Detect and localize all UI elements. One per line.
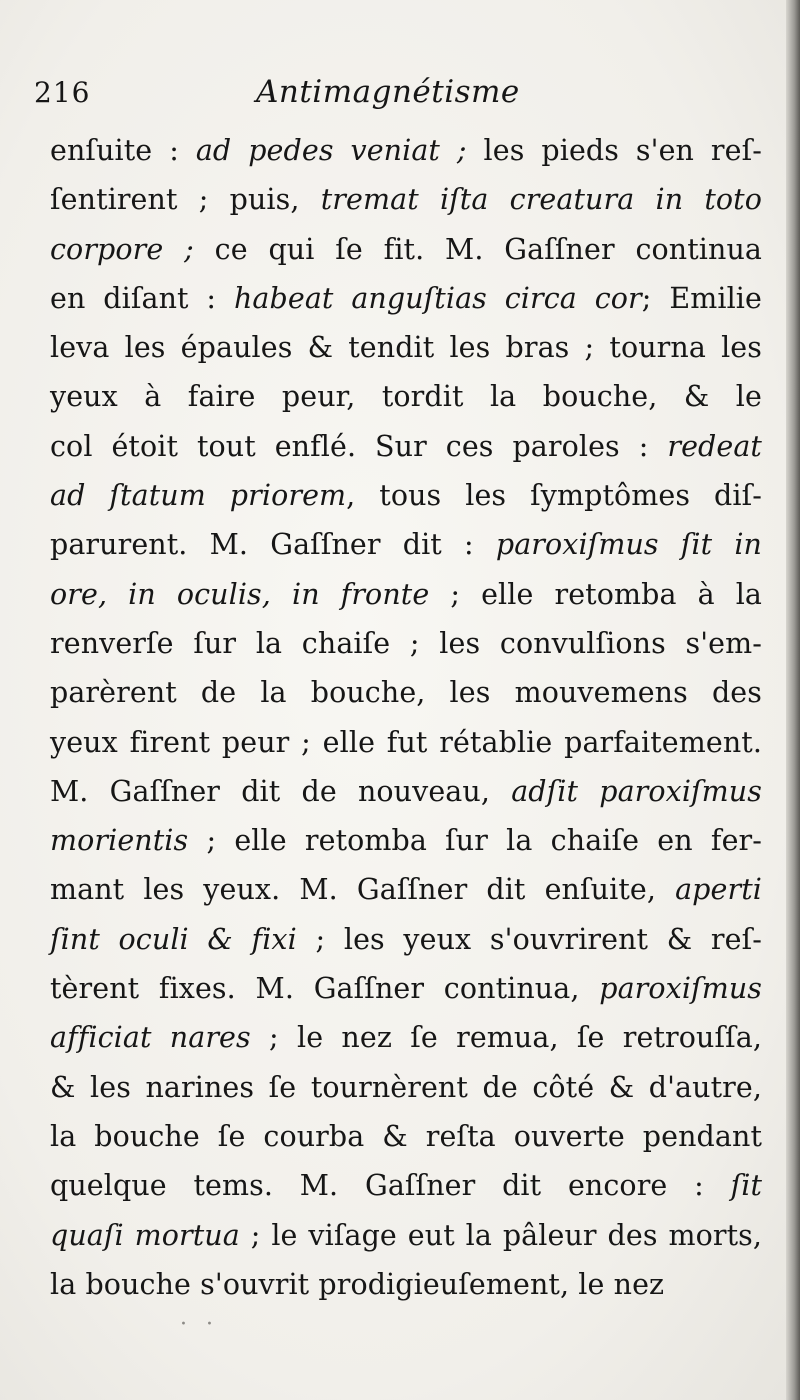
text-segment: tèrent fixes. M. Gaſſner continua, [50, 972, 600, 1006]
text-line [50, 372, 762, 421]
italic-latin-phrase: ore, in oculis, in fronte [50, 577, 430, 611]
text-segment: ; les yeux s'ouvrirent & reſ- [296, 922, 762, 956]
italic-latin-phrase: redeat [667, 429, 762, 463]
text-segment: parurent. M. Gaſſner dit : [50, 528, 496, 562]
text-segment: enſuite : [50, 134, 196, 167]
italic-latin-phrase: morientis [50, 824, 189, 858]
text-segment: ; elle retomba ſur la chaiſe en fer- [188, 824, 762, 858]
text-segment: & les narines ſe tournèrent de côté & d'autre, [50, 1070, 762, 1104]
text-segment: en diſant : [50, 281, 234, 315]
text-line [50, 570, 762, 619]
text-segment: yeux firent peur ; elle fut rétablie parfaitement. [50, 725, 762, 759]
text-line [50, 126, 762, 175]
text-line [50, 865, 762, 914]
text-segment: les pieds s'en reſ- [466, 134, 762, 167]
italic-latin-phrase: quaſi mortua [50, 1218, 240, 1252]
text-line [50, 619, 762, 668]
text-segment: quelque tems. M. Gaſſner dit encore : [50, 1169, 731, 1203]
italic-latin-phrase: afficiat nares [50, 1021, 251, 1055]
decorative-smudge: · · [180, 1312, 219, 1337]
text-segment: ; Emilie [641, 281, 762, 315]
italic-latin-phrase: aperti [675, 873, 762, 907]
italic-latin-phrase: tremat iſta creatura in toto [320, 183, 762, 217]
text-line [50, 668, 762, 717]
page-edge-shadow [786, 0, 800, 1400]
italic-latin-phrase: ad ſtatum priorem [50, 479, 347, 513]
text-line [50, 1112, 762, 1161]
text-line [50, 471, 762, 520]
text-line [50, 718, 762, 767]
text-line [50, 915, 762, 964]
text-line [50, 1161, 762, 1210]
text-line [50, 1063, 762, 1112]
text-line [50, 175, 762, 224]
text-segment: la bouche s'ouvrit prodigieuſement, le nez [50, 1267, 665, 1301]
page-number: 216 [34, 76, 91, 109]
italic-latin-phrase: ſit [730, 1169, 762, 1203]
text-line [50, 520, 762, 569]
running-title: Antimagnétisme [256, 74, 520, 110]
text-line [50, 323, 762, 372]
text-line [50, 816, 762, 865]
text-line [50, 225, 762, 274]
text-segment: M. Gaſſner dit de nouveau, [50, 774, 512, 808]
text-segment: renverſe ſur la chaiſe ; les convulſions s'em- [50, 626, 762, 660]
italic-latin-phrase: habeat anguſtias circa cor [233, 281, 642, 315]
text-segment: ; elle retomba à la [429, 577, 763, 611]
body-text [50, 126, 762, 1309]
text-segment: la bouche ſe courba & reſta ouverte pendant [50, 1119, 762, 1153]
text-segment: mant les yeux. M. Gaſſner dit enſuite, [50, 873, 676, 907]
text-segment: ; le nez ſe remua, ſe retrouſſa, [250, 1021, 762, 1055]
page-header [34, 76, 754, 116]
italic-latin-phrase: ſint oculi & fixi [50, 922, 297, 956]
text-line [50, 422, 762, 471]
text-segment: col étoit tout enflé. Sur ces paroles : [50, 429, 668, 463]
text-segment: ce qui ſe fit. M. Gaſſner continua [193, 232, 763, 266]
text-line [50, 1260, 762, 1309]
italic-latin-phrase: corpore ; [50, 232, 194, 266]
text-segment: ; le viſage eut la pâleur des morts, [239, 1218, 763, 1252]
text-line [50, 1211, 762, 1260]
italic-latin-phrase: ad pedes veniat ; [195, 134, 467, 167]
text-line [50, 964, 762, 1013]
text-line [50, 1013, 762, 1062]
text-segment: parèrent de la bouche, les mouvemens des [50, 676, 762, 710]
text-line [50, 767, 762, 816]
text-segment: ſentirent ; puis, [50, 183, 321, 217]
text-segment: leva les épaules & tendit les bras ; tourna les [50, 331, 762, 365]
italic-latin-phrase: paroxiſmus [599, 972, 762, 1006]
italic-latin-phrase: adſit paroxiſmus [511, 774, 762, 808]
text-segment: , tous les ſymptômes diſ- [346, 479, 762, 513]
text-line [50, 274, 762, 323]
text-segment: yeux à faire peur, tordit la bouche, & le [50, 380, 762, 414]
italic-latin-phrase: paroxiſmus ſit in [495, 528, 762, 562]
